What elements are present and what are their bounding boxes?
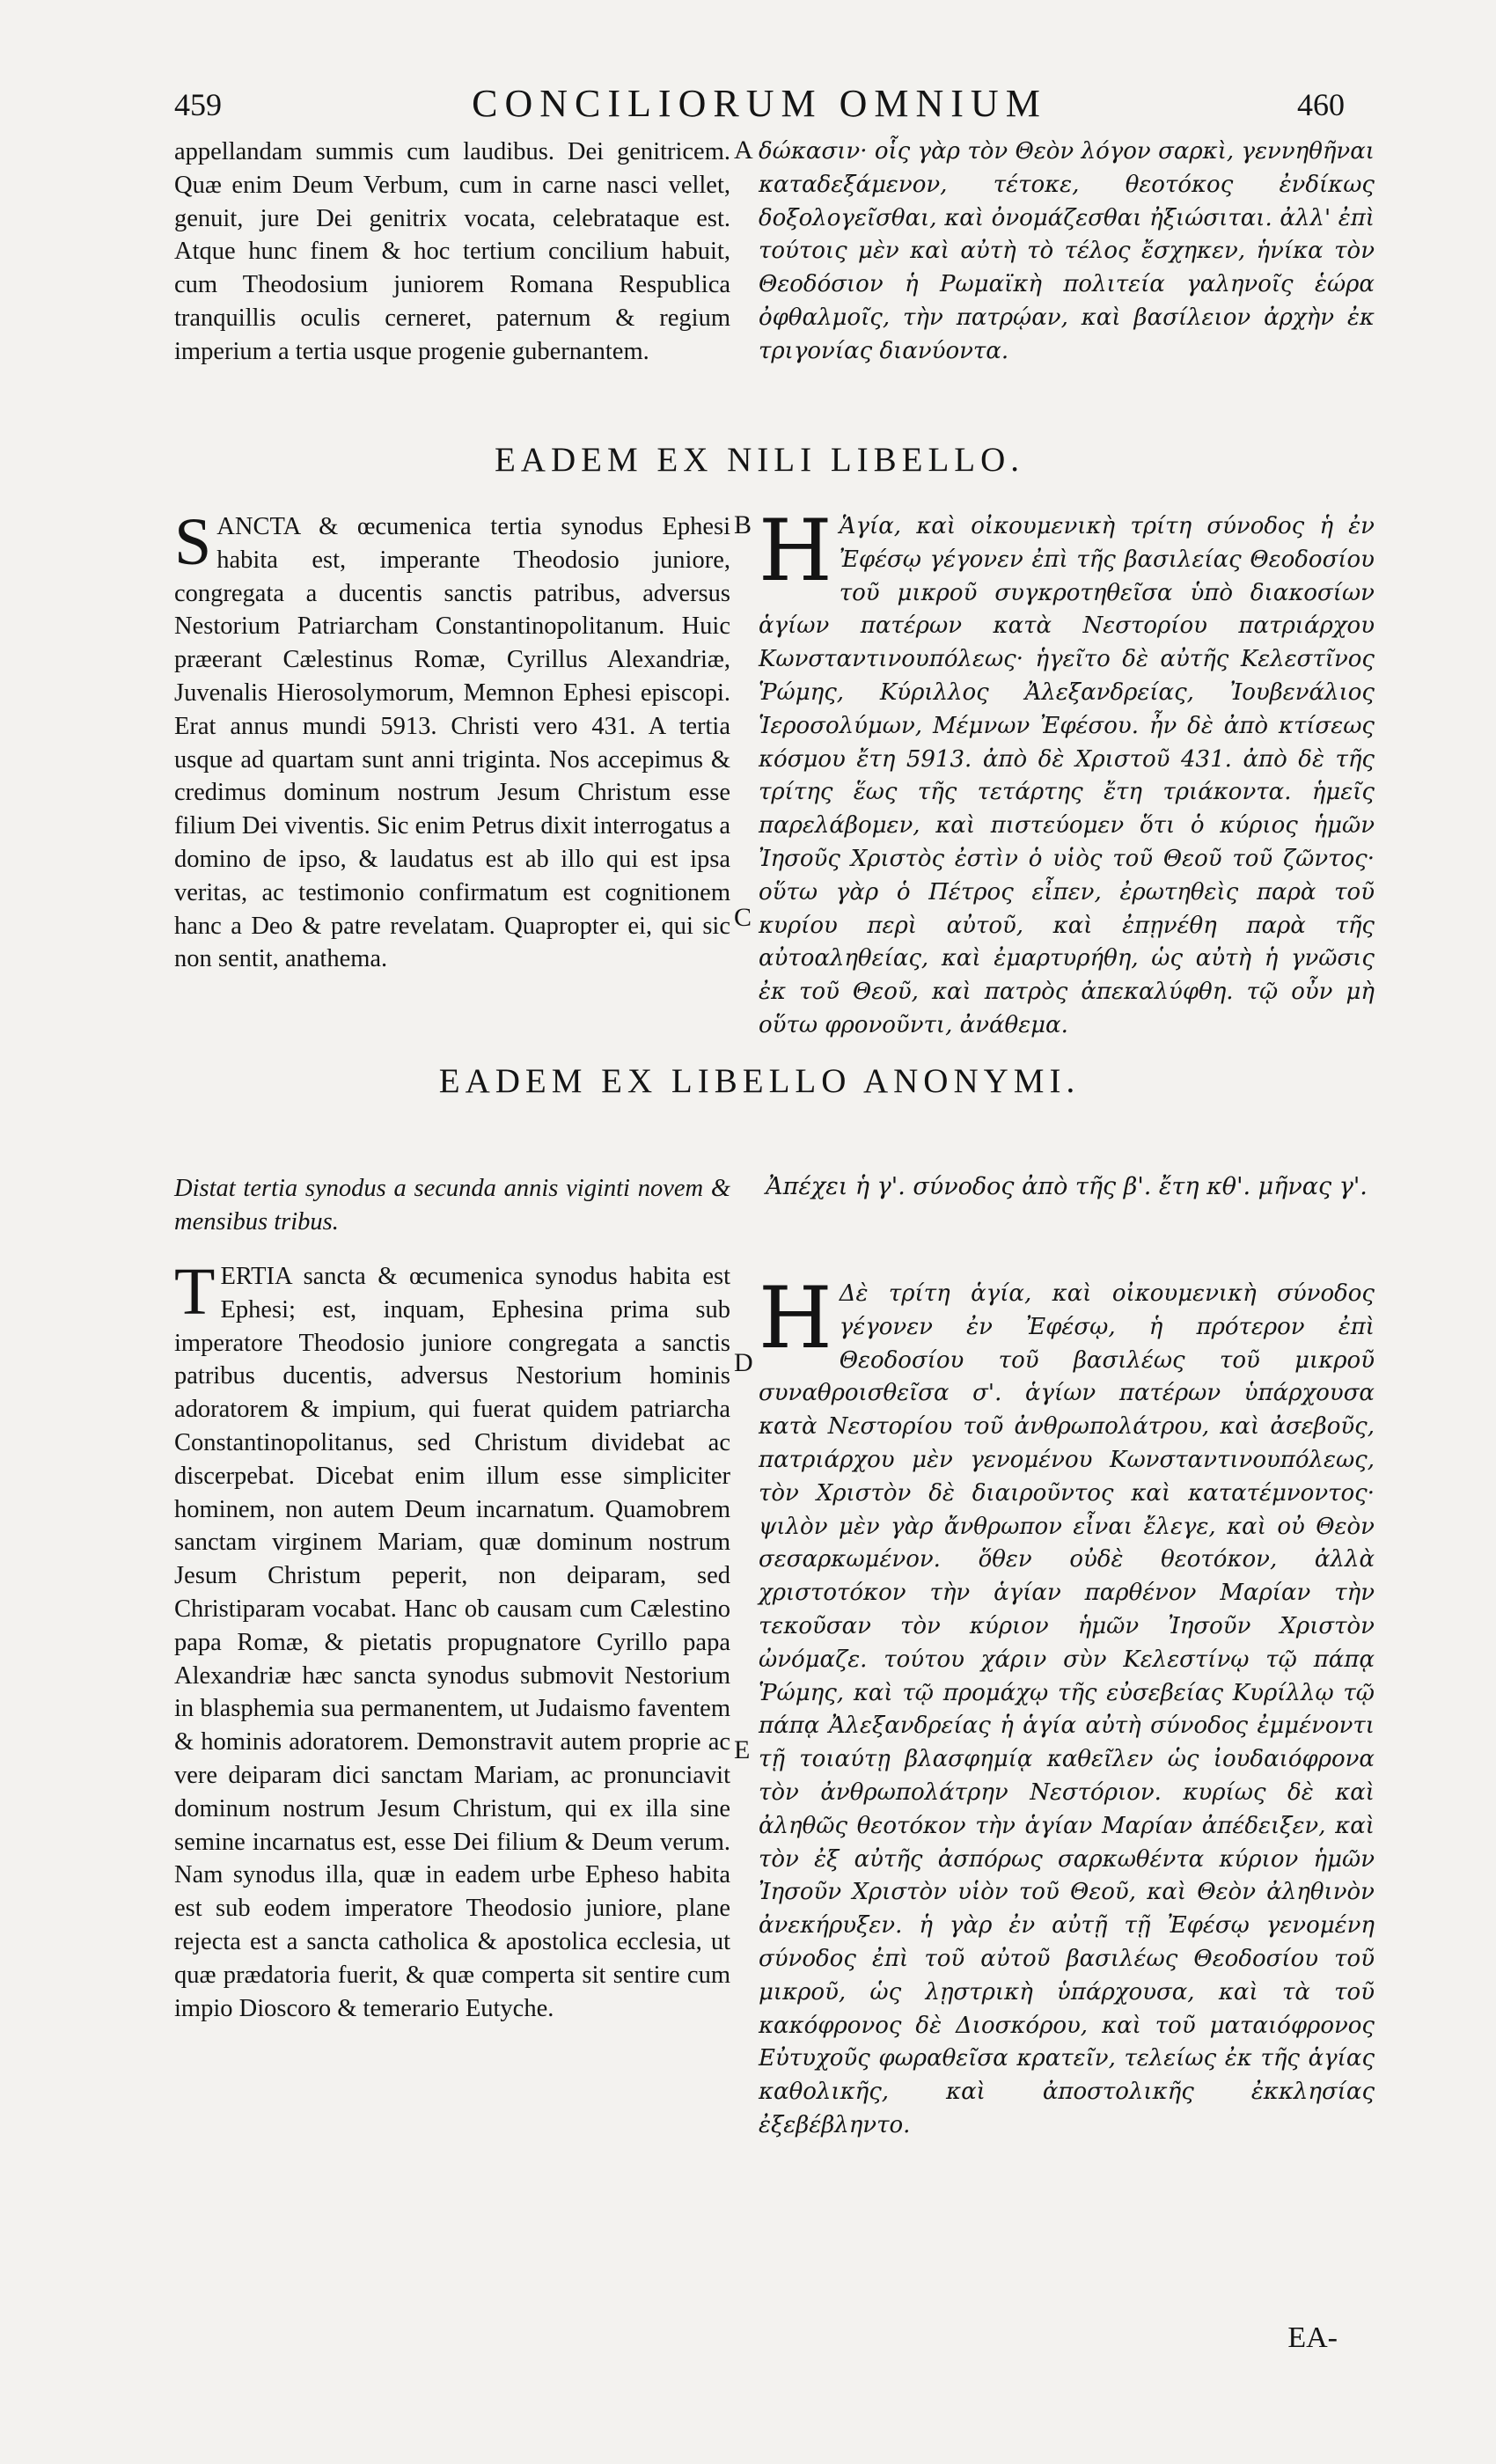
- margin-letter-d: D: [734, 1348, 753, 1377]
- anonymi-greek-paragraph: [759, 1269, 1375, 2143]
- margin-letter-e: E: [734, 1735, 751, 1764]
- anonymi-greek-subheading: [759, 1170, 1375, 1204]
- top-latin-text: appellandam summis cum laudibus. Dei genitricem. Quæ enim Deum Verbum, cum in carne nasci vellet, genuit, jure Dei genitrix vocata, celebrataque est. Atque hunc finem & hoc tertium concilium habuit, cum Theodosium juniorem Romana Respublica tranquillis oculis cerneret, paternum & regium imperium a tertia usque progenie gubernantem.: [174, 138, 730, 365]
- margin-letter-b: B: [734, 510, 752, 539]
- running-title: CONCILIORUM OMNIUM: [472, 82, 1047, 125]
- anonymi-greek-column: [759, 1269, 1375, 2143]
- anonymi-latin-subheading: [174, 1172, 730, 1239]
- nili-greek-column: [759, 502, 1375, 1043]
- anonymi-latin-paragraph: [174, 1255, 730, 2025]
- anonymi-latin-text: ERTIA sancta & œcumenica synodus habita est Ephesi; est, inquam, Ephesina prima sub imperatore Theodosio juniore congregata a sanctis patribus ducentis, adversus Nestorium hominis adoratorem & impium, qui fuerat quidem patriarcha Constantinopolitanus, sed Christum dividebat ac discerpebat. Dicebat enim illum esse simpliciter hominem, non autem Deum incarnatum. Quamobrem sanctam virginem Mariam, quæ dominum nostrum Jesum Christum peperit, non deiparam, sed Christiparam vocabat. Hanc ob causam cum Cælestino papa Romæ, & pietatis propugnatore Cyrillo papa Alexandriæ hæc sancta synodus submovit Nestorium in blasphemia sua permanentem, ut Judaismo faventem & hominis adoratorem. Demonstravit autem proprie ac vere deiparam dici sanctam Mariam, ac pronunciavit dominum nostrum Jesum Christum, qui ex illa sine semine incarnatus est, esse Dei filium & Deum verum. Nam synodus illa, quæ in eadem urbe Epheso habita est sub eodem imperatore Theodosio juniore, plane rejecta est a sancta catholica & apostolica ecclesia, ut quæ prædatoria fuerit, & quæ comperta sit sentire cum impio Dioscoro & temerario Eutyche.: [174, 1263, 730, 2022]
- running-header: [174, 82, 1345, 130]
- drop-cap: H: [759, 1269, 832, 1368]
- nili-greek-text: Ἁγία, καὶ οἰκουμενικὴ τρίτη σύνοδος ἡ ἐν Ἐφέσῳ γέγονεν ἐπὶ τῆς βασιλείας Θεοδοσίου τοῦ μικροῦ συγκροτηθεῖσα ὑπὸ διακοσίων ἁγίων πατέρων κατὰ Νεστορίου πατριάρχου Κωνσταντινουπόλεως· ἡγεῖτο δὲ αὐτῆς Κελεστῖνος Ῥώμης, Κύριλλος Ἀλεξανδρείας, Ἰουβενάλιος Ἱεροσολύμων, Μέμνων Ἐφέσου. ἦν δὲ ἀπὸ κτίσεως κόσμου ἔτη 5913. ἀπὸ δὲ Χριστοῦ 431. ἀπὸ δὲ τῆς τρίτης ἕως τῆς τετάρτης ἔτη τριάκοντα. ἡμεῖς παρελάβομεν, καὶ πιστεύομεν ὅτι ὁ κύριος ἡμῶν Ἰησοῦς Χριστὸς ἐστὶν ὁ υἱὸς τοῦ Θεοῦ τοῦ ζῶντος· οὕτω γὰρ ὁ Πέτρος εἶπεν, ἐρωτηθεὶς παρὰ τοῦ κυρίου περὶ αὐτοῦ, καὶ ἐπῃνέθη παρὰ τῆς αὐτοαληθείας, καὶ ἐμαρτυρήθη, ὡς αὐτὴ ἡ γνῶσις ἐκ τοῦ Θεοῦ, καὶ πατρὸς ἀπεκαλύφθη. τῷ οὖν μὴ οὕτω φρονοῦντι, ἀνάθεμα.: [759, 513, 1375, 1038]
- anonymi-greek-sub-text: Ἀπέχει ἡ γ'. σύνοδος ἀπὸ τῆς β'. ἔτη κθ'. μῆνας γ'.: [766, 1173, 1368, 1200]
- page-number-right: 460: [1297, 87, 1345, 122]
- drop-cap: T: [174, 1255, 216, 1329]
- drop-cap: H: [759, 502, 832, 600]
- catchword: EA-: [1287, 2321, 1338, 2354]
- anonymi-greek-text: Δὲ τρίτη ἁγία, καὶ οἰκουμενικὴ σύνοδος γέγονεν ἐν Ἐφέσῳ, ἡ πρότερον ἐπὶ Θεοδοσίου τοῦ βασιλέως τοῦ μικροῦ συναθροισθεῖσα σ'. ἁγίων πατέρων ὑπάρχουσα κατὰ Νεστορίου τοῦ ἀνθρωπολάτρου, καὶ ἀσεβοῦς, πατριάρχου μὲν γενομένου Κωνσταντινουπόλεως, τὸν Χριστὸν δὲ διαιροῦντος καὶ κατατέμνοντος· ψιλὸν μὲν γὰρ ἄνθρωπον εἶναι ἔλεγε, καὶ οὐ Θεὸν σεσαρκωμένον. ὅθεν οὐδὲ θεοτόκον, ἀλλὰ χριστοτόκον τὴν ἁγίαν παρθένον Μαρίαν τὴν τεκοῦσαν τὸν κύριον ἡμῶν Ἰησοῦν Χριστὸν ὠνόμαζε. τούτου χάριν σὺν Κελεστίνῳ τῷ πάπᾳ Ῥώμης, καὶ τῷ προμάχῳ τῆς εὐσεβείας Κυρίλλῳ τῷ πάπᾳ Ἀλεξανδρείας ἡ ἁγία αὐτὴ σύνοδος ἐμμένοντι τῇ τοιαύτῃ βλασφημίᾳ καθεῖλεν ὡς ἰουδαιόφρονα τὸν ἀνθρωπολάτρην Νεστόριον. κυρίως δὲ καὶ ἀληθῶς θεοτόκον τὴν ἁγίαν Μαρίαν ἀπέδειξεν, καὶ τὸν ἐξ αὐτῆς ἀσπόρως σαρκωθέντα κύριον ἡμῶν Ἰησοῦν Χριστὸν υἱὸν τοῦ Θεοῦ, καὶ Θεὸν ἀληθινὸν ἀνεκήρυξεν. ἡ γὰρ ἐν αὐτῇ τῇ Ἐφέσῳ γενομένη σύνοδος ἐπὶ τοῦ αὐτοῦ βασιλέως Θεοδοσίου τοῦ μικροῦ, ὡς λῃστρικὴ ὑπάρχουσα, καὶ τὰ τοῦ κακόφρονος δὲ Διοσκόρου, καὶ τοῦ ματαιόφρονος Εὐτυχοῦς φωραθεῖσα κρατεῖν, τελείως ἐκ τῆς ἁγίας καθολικῆς, καὶ ἀποστολικῆς ἐκκλησίας ἐξεβέβληντο.: [759, 1280, 1375, 2138]
- section-heading-nili: EADEM EX NILI LIBELLO.: [494, 441, 1025, 479]
- top-greek-text: δώκασιν· οἷς γὰρ τὸν Θεὸν λόγον σαρκὶ, γεννηθῆναι καταδεξάμενον, τέτοκε, θεοτόκος ἐνδίκως δοξολογεῖσθαι, καὶ ὀνομάζεσθαι ἠξιώσιται. ἀλλ' ἐπὶ τούτοις μὲν καὶ αὐτὴ τὸ τέλος ἔσχηκεν, ἡνίκα τὸν Θεοδόσιον ἡ Ρωμαϊκὴ πολιτεία γαληνοῖς ἑώρα ὀφθαλμοῖς, τὴν πατρῴαν, καὶ βασίλειον ἀρχὴν ἐκ τριγονίας διανύοντα.: [759, 138, 1375, 364]
- margin-letter-a: A: [734, 136, 753, 165]
- section-heading-anonymi: EADEM EX LIBELLO ANONYMI.: [438, 1062, 1081, 1100]
- anonymi-latin-column: [174, 1255, 730, 2025]
- nili-latin-column: [174, 505, 730, 976]
- top-greek-column: [759, 136, 1375, 369]
- margin-letter-c: C: [734, 903, 752, 932]
- top-latin-column: [174, 136, 730, 369]
- nili-greek-paragraph: [759, 502, 1375, 1043]
- nili-latin-paragraph: [174, 505, 730, 976]
- page-number-left: 459: [174, 87, 222, 122]
- drop-cap: S: [174, 505, 212, 579]
- nili-latin-text: ANCTA & œcumenica tertia synodus Ephesi habita est, imperante Theodosio juniore, congregata a ducentis sanctis patribus, adversus Nestorium Patriarcham Constantinopolitanum. Huic præerant Cælestinus Romæ, Cyrillus Alexandriæ, Juvenalis Hierosolymorum, Memnon Ephesi episcopi. Erat annus mundi 5913. Christi vero 431. A tertia usque ad quartam sunt anni triginta. Nos accepimus & credimus dominum nostrum Jesum Christum esse filium Dei viventis. Sic enim Petrus dixit interrogatus a domino de ipso, & laudatus est ab illo qui est ipsa veritas, ac testimonio confirmatum est cognitionem hanc a Deo & patre revelatam. Quapropter ei, qui sic non sentit, anathema.: [174, 513, 730, 973]
- anonymi-latin-sub-text: Distat tertia synodus a secunda annis viginti novem & mensibus tribus.: [174, 1175, 730, 1236]
